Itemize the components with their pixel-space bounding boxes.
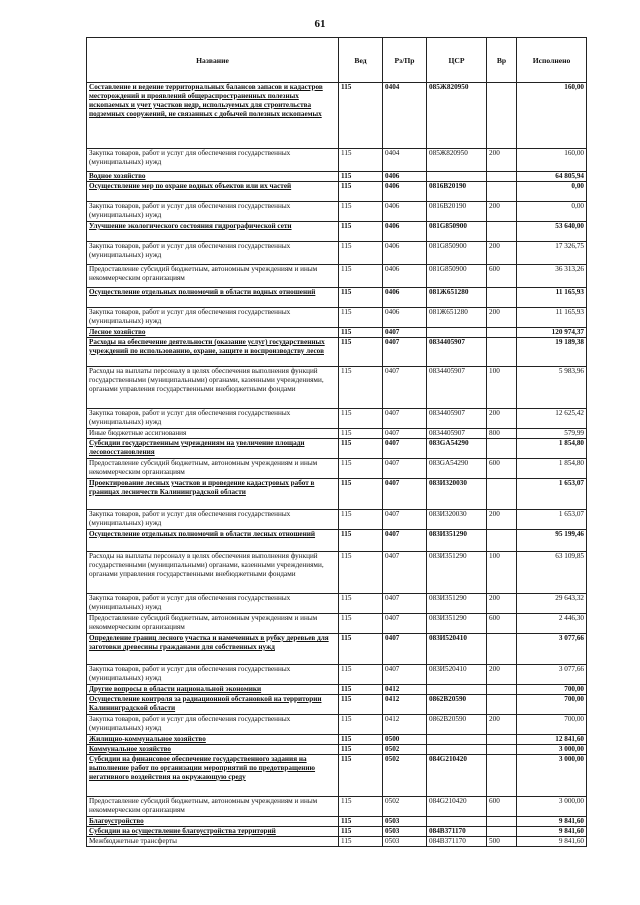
row-csr-cell: 083И351290 <box>427 530 487 552</box>
row-amount-cell: 5 983,96 <box>517 367 587 409</box>
row-name-cell: Закупка товаров, работ и услуг для обеспечения государственных (муниципальных) нужд <box>87 715 339 735</box>
row-ved-cell: 115 <box>339 479 383 510</box>
row-amount-cell: 29 643,32 <box>517 594 587 614</box>
row-amount-cell: 63 109,85 <box>517 552 587 594</box>
table-row <box>87 530 587 552</box>
table-row <box>87 797 587 817</box>
row-name-cell: Расходы на выплаты персоналу в целях обеспечения выполнения функций государственными (муниципальными) органами, казенными учреждениями, органами управления государственными внебюджетными фондами <box>87 367 339 409</box>
row-rzpr-cell: 0406 <box>383 242 427 265</box>
table-row <box>87 338 587 367</box>
row-amount-cell: 95 199,46 <box>517 530 587 552</box>
row-rzpr-cell: 0406 <box>383 182 427 202</box>
row-csr-cell: 0816В20190 <box>427 182 487 202</box>
row-vr-cell <box>487 755 517 797</box>
row-name-cell: Предоставление субсидий бюджетным, автономным учреждениям и иным некоммерческим организациям <box>87 797 339 817</box>
header-csr: ЦСР <box>427 38 487 83</box>
table-row <box>87 510 587 530</box>
row-csr-cell: 0834405907 <box>427 367 487 409</box>
row-amount-cell: 19 189,38 <box>517 338 587 367</box>
row-ved-cell: 115 <box>339 182 383 202</box>
row-vr-cell <box>487 685 517 695</box>
row-csr-cell: 083И351290 <box>427 614 487 634</box>
row-amount-cell: 9 841,60 <box>517 827 587 837</box>
row-amount-cell: 53 640,00 <box>517 222 587 242</box>
row-vr-cell: 200 <box>487 715 517 735</box>
row-vr-cell <box>487 222 517 242</box>
row-vr-cell <box>487 182 517 202</box>
row-csr-cell: 083И320030 <box>427 510 487 530</box>
row-csr-cell <box>427 172 487 182</box>
row-ved-cell: 115 <box>339 634 383 665</box>
header-amount: Исполнено <box>517 38 587 83</box>
row-name-cell: Определение границ лесного участка и намеченных в рубку деревьев для заготовки древесины гражданами для собственных нужд <box>87 634 339 665</box>
row-rzpr-cell: 0503 <box>383 827 427 837</box>
row-amount-cell: 700,00 <box>517 695 587 715</box>
table-row <box>87 552 587 594</box>
row-rzpr-cell: 0407 <box>383 665 427 685</box>
row-amount-cell: 3 077,66 <box>517 665 587 685</box>
row-rzpr-cell: 0503 <box>383 837 427 847</box>
row-vr-cell: 600 <box>487 614 517 634</box>
row-ved-cell: 115 <box>339 837 383 847</box>
row-csr-cell: 0834405907 <box>427 338 487 367</box>
row-rzpr-cell: 0503 <box>383 817 427 827</box>
header-vr: Вр <box>487 38 517 83</box>
row-rzpr-cell: 0502 <box>383 755 427 797</box>
table-row <box>87 837 587 847</box>
row-ved-cell: 115 <box>339 409 383 429</box>
row-amount-cell: 64 805,94 <box>517 172 587 182</box>
row-vr-cell: 200 <box>487 149 517 172</box>
row-amount-cell: 3 000,00 <box>517 797 587 817</box>
row-rzpr-cell: 0407 <box>383 634 427 665</box>
row-name-cell: Другие вопросы в области национальной экономики <box>87 685 339 695</box>
table-row <box>87 479 587 510</box>
table-row <box>87 594 587 614</box>
row-vr-cell <box>487 288 517 308</box>
table-row <box>87 459 587 479</box>
row-vr-cell: 600 <box>487 265 517 288</box>
row-csr-cell: 083И351290 <box>427 594 487 614</box>
row-csr-cell: 084G210420 <box>427 755 487 797</box>
row-amount-cell: 120 974,37 <box>517 328 587 338</box>
row-name-cell: Осуществление отдельных полномочий в области лесных отношений <box>87 530 339 552</box>
row-vr-cell <box>487 735 517 745</box>
row-ved-cell: 115 <box>339 817 383 827</box>
table-row <box>87 634 587 665</box>
table-row <box>87 265 587 288</box>
row-name-cell: Благоустройство <box>87 817 339 827</box>
row-vr-cell: 600 <box>487 459 517 479</box>
row-name-cell: Субсидии на финансовое обеспечение государственного задания на выполнение работ по организации мероприятий по предотвращению негативного воздействия на окружающую среду <box>87 755 339 797</box>
row-csr-cell: 081G850900 <box>427 265 487 288</box>
row-ved-cell: 115 <box>339 83 383 149</box>
table-row <box>87 328 587 338</box>
row-ved-cell: 115 <box>339 510 383 530</box>
row-amount-cell: 579,99 <box>517 429 587 439</box>
row-name-cell: Закупка товаров, работ и услуг для обеспечения государственных (муниципальных) нужд <box>87 594 339 614</box>
row-vr-cell: 100 <box>487 367 517 409</box>
header-ved: Вед <box>339 38 383 83</box>
row-name-cell: Субсидии на осуществление благоустройства территорий <box>87 827 339 837</box>
row-ved-cell: 115 <box>339 222 383 242</box>
row-amount-cell: 160,00 <box>517 149 587 172</box>
row-amount-cell: 1 653,07 <box>517 510 587 530</box>
table-row <box>87 182 587 202</box>
row-amount-cell: 17 326,75 <box>517 242 587 265</box>
row-rzpr-cell: 0407 <box>383 367 427 409</box>
header-rzpr: Рз/Пр <box>383 38 427 83</box>
row-ved-cell: 115 <box>339 202 383 222</box>
row-rzpr-cell: 0407 <box>383 338 427 367</box>
row-amount-cell: 160,00 <box>517 83 587 149</box>
row-csr-cell: 081Ж651280 <box>427 288 487 308</box>
row-name-cell: Осуществление контроля за радиационной обстановкой на территории Калининградской области <box>87 695 339 715</box>
row-rzpr-cell: 0406 <box>383 202 427 222</box>
row-rzpr-cell: 0502 <box>383 797 427 817</box>
budget-execution-table <box>86 37 587 847</box>
row-ved-cell: 115 <box>339 149 383 172</box>
row-csr-cell: 083И520410 <box>427 634 487 665</box>
row-amount-cell: 0,00 <box>517 182 587 202</box>
row-ved-cell: 115 <box>339 665 383 685</box>
row-name-cell: Закупка товаров, работ и услуг для обеспечения государственных (муниципальных) нужд <box>87 510 339 530</box>
row-amount-cell: 3 077,66 <box>517 634 587 665</box>
row-ved-cell: 115 <box>339 827 383 837</box>
row-csr-cell: 083И520410 <box>427 665 487 685</box>
table-row <box>87 695 587 715</box>
table-row <box>87 222 587 242</box>
row-name-cell: Осуществление отдельных полномочий в области водных отношений <box>87 288 339 308</box>
row-name-cell: Иные бюджетные ассигнования <box>87 429 339 439</box>
row-vr-cell: 200 <box>487 242 517 265</box>
row-ved-cell: 115 <box>339 695 383 715</box>
table-row <box>87 409 587 429</box>
row-vr-cell <box>487 172 517 182</box>
row-csr-cell: 084В371170 <box>427 837 487 847</box>
table-row <box>87 827 587 837</box>
row-name-cell: Закупка товаров, работ и услуг для обеспечения государственных (муниципальных) нужд <box>87 202 339 222</box>
row-csr-cell: 081G850900 <box>427 222 487 242</box>
row-amount-cell: 700,00 <box>517 685 587 695</box>
row-name-cell: Предоставление субсидий бюджетным, автономным учреждениям и иным некоммерческим организациям <box>87 459 339 479</box>
row-name-cell: Расходы на обеспечение деятельности (оказание услуг) государственных учреждений по использованию, охране, защите и воспроизводству лесов <box>87 338 339 367</box>
row-amount-cell: 36 313,26 <box>517 265 587 288</box>
row-ved-cell: 115 <box>339 745 383 755</box>
row-rzpr-cell: 0407 <box>383 594 427 614</box>
row-name-cell: Предоставление субсидий бюджетным, автономным учреждениям и иным некоммерческим организациям <box>87 265 339 288</box>
row-amount-cell: 3 000,00 <box>517 745 587 755</box>
row-vr-cell <box>487 479 517 510</box>
row-amount-cell: 2 446,30 <box>517 614 587 634</box>
table-body <box>87 83 587 847</box>
row-ved-cell: 115 <box>339 288 383 308</box>
row-name-cell: Водное хозяйство <box>87 172 339 182</box>
row-csr-cell: 081G850900 <box>427 242 487 265</box>
row-ved-cell: 115 <box>339 308 383 328</box>
table-row <box>87 172 587 182</box>
row-rzpr-cell: 0406 <box>383 288 427 308</box>
row-csr-cell: 085Ж820950 <box>427 83 487 149</box>
row-vr-cell <box>487 827 517 837</box>
row-csr-cell <box>427 817 487 827</box>
row-vr-cell: 200 <box>487 409 517 429</box>
row-ved-cell: 115 <box>339 439 383 459</box>
row-ved-cell: 115 <box>339 265 383 288</box>
row-rzpr-cell: 0407 <box>383 429 427 439</box>
row-vr-cell: 200 <box>487 308 517 328</box>
row-csr-cell: 083И320030 <box>427 479 487 510</box>
row-ved-cell: 115 <box>339 797 383 817</box>
row-name-cell: Лесное хозяйство <box>87 328 339 338</box>
row-csr-cell: 083И351290 <box>427 552 487 594</box>
row-rzpr-cell: 0407 <box>383 530 427 552</box>
row-name-cell: Предоставление субсидий бюджетным, автономным учреждениям и иным некоммерческим организациям <box>87 614 339 634</box>
row-csr-cell: 0834405907 <box>427 429 487 439</box>
row-rzpr-cell: 0404 <box>383 149 427 172</box>
table-row <box>87 755 587 797</box>
table-row <box>87 202 587 222</box>
row-amount-cell: 12 625,42 <box>517 409 587 429</box>
page-number: 61 <box>314 18 326 30</box>
row-name-cell: Улучшение экологического состояния гидрографической сети <box>87 222 339 242</box>
row-name-cell: Закупка товаров, работ и услуг для обеспечения государственных (муниципальных) нужд <box>87 665 339 685</box>
row-amount-cell: 1 653,07 <box>517 479 587 510</box>
row-rzpr-cell: 0407 <box>383 479 427 510</box>
row-csr-cell <box>427 328 487 338</box>
row-ved-cell: 115 <box>339 367 383 409</box>
table-row <box>87 817 587 827</box>
row-name-cell: Субсидии государственным учреждениям на увеличение площади лесовосстановления <box>87 439 339 459</box>
table-row <box>87 439 587 459</box>
row-ved-cell: 115 <box>339 755 383 797</box>
row-name-cell: Межбюджетные трансферты <box>87 837 339 847</box>
row-vr-cell: 200 <box>487 665 517 685</box>
row-ved-cell: 115 <box>339 594 383 614</box>
row-csr-cell: 0862В20590 <box>427 695 487 715</box>
row-ved-cell: 115 <box>339 429 383 439</box>
row-rzpr-cell: 0412 <box>383 685 427 695</box>
row-vr-cell <box>487 328 517 338</box>
row-csr-cell <box>427 745 487 755</box>
row-ved-cell: 115 <box>339 338 383 367</box>
row-csr-cell <box>427 685 487 695</box>
table-row <box>87 665 587 685</box>
row-amount-cell: 9 841,60 <box>517 817 587 827</box>
row-vr-cell: 100 <box>487 552 517 594</box>
row-csr-cell: 085Ж820950 <box>427 149 487 172</box>
row-rzpr-cell: 0404 <box>383 83 427 149</box>
row-amount-cell: 1 854,80 <box>517 439 587 459</box>
row-ved-cell: 115 <box>339 459 383 479</box>
row-vr-cell: 200 <box>487 510 517 530</box>
row-rzpr-cell: 0407 <box>383 510 427 530</box>
row-rzpr-cell: 0407 <box>383 614 427 634</box>
row-name-cell: Коммунальное хозяйство <box>87 745 339 755</box>
row-ved-cell: 115 <box>339 685 383 695</box>
row-rzpr-cell: 0407 <box>383 439 427 459</box>
table-row <box>87 242 587 265</box>
row-ved-cell: 115 <box>339 552 383 594</box>
row-rzpr-cell: 0407 <box>383 459 427 479</box>
row-csr-cell: 081Ж651280 <box>427 308 487 328</box>
row-csr-cell: 0834405907 <box>427 409 487 429</box>
table-row <box>87 288 587 308</box>
row-vr-cell: 200 <box>487 594 517 614</box>
row-vr-cell <box>487 439 517 459</box>
row-csr-cell <box>427 735 487 745</box>
table-header-row <box>87 38 587 83</box>
row-ved-cell: 115 <box>339 172 383 182</box>
table-row <box>87 715 587 735</box>
row-rzpr-cell: 0412 <box>383 695 427 715</box>
table-row <box>87 735 587 745</box>
row-csr-cell: 0816В20190 <box>427 202 487 222</box>
row-vr-cell <box>487 338 517 367</box>
row-ved-cell: 115 <box>339 614 383 634</box>
row-name-cell: Закупка товаров, работ и услуг для обеспечения государственных (муниципальных) нужд <box>87 242 339 265</box>
row-name-cell: Проектирование лесных участков и проведение кадастровых работ в границах лесничеств Калининградской области <box>87 479 339 510</box>
row-name-cell: Составление и ведение территориальных балансов запасов и кадастров месторождений и проявлений общераспространенных полезных ископаемых и учет участков недр, используемых для строительства подземных сооружений, не связанных с добычей полезных ископаемых <box>87 83 339 149</box>
row-vr-cell <box>487 530 517 552</box>
row-csr-cell: 0862В20590 <box>427 715 487 735</box>
table-row <box>87 83 587 149</box>
row-vr-cell: 500 <box>487 837 517 847</box>
row-name-cell: Жилищно-коммунальное хозяйство <box>87 735 339 745</box>
row-name-cell: Закупка товаров, работ и услуг для обеспечения государственных (муниципальных) нужд <box>87 409 339 429</box>
row-amount-cell: 1 854,80 <box>517 459 587 479</box>
row-ved-cell: 115 <box>339 328 383 338</box>
row-vr-cell: 200 <box>487 202 517 222</box>
row-vr-cell <box>487 745 517 755</box>
row-amount-cell: 700,00 <box>517 715 587 735</box>
row-csr-cell: 084В371170 <box>427 827 487 837</box>
row-vr-cell <box>487 83 517 149</box>
row-rzpr-cell: 0407 <box>383 552 427 594</box>
header-name: Название <box>87 38 339 83</box>
row-rzpr-cell: 0407 <box>383 328 427 338</box>
row-ved-cell: 115 <box>339 715 383 735</box>
row-amount-cell: 0,00 <box>517 202 587 222</box>
row-vr-cell: 600 <box>487 797 517 817</box>
row-ved-cell: 115 <box>339 242 383 265</box>
table-row <box>87 685 587 695</box>
table-row <box>87 308 587 328</box>
row-name-cell: Закупка товаров, работ и услуг для обеспечения государственных (муниципальных) нужд <box>87 149 339 172</box>
row-csr-cell: 083GA54290 <box>427 459 487 479</box>
row-rzpr-cell: 0500 <box>383 735 427 745</box>
row-name-cell: Осуществление мер по охране водных объектов или их частей <box>87 182 339 202</box>
row-rzpr-cell: 0407 <box>383 409 427 429</box>
row-vr-cell <box>487 634 517 665</box>
table-row <box>87 149 587 172</box>
row-rzpr-cell: 0406 <box>383 222 427 242</box>
row-csr-cell: 083GA54290 <box>427 439 487 459</box>
row-rzpr-cell: 0412 <box>383 715 427 735</box>
table-row <box>87 745 587 755</box>
row-name-cell: Расходы на выплаты персоналу в целях обеспечения выполнения функций государственными (муниципальными) органами, казенными учреждениями, органами управления государственными внебюджетными фондами <box>87 552 339 594</box>
row-amount-cell: 11 165,93 <box>517 288 587 308</box>
row-rzpr-cell: 0406 <box>383 265 427 288</box>
row-amount-cell: 3 000,00 <box>517 755 587 797</box>
table-row <box>87 429 587 439</box>
row-ved-cell: 115 <box>339 530 383 552</box>
row-ved-cell: 115 <box>339 735 383 745</box>
table-row <box>87 367 587 409</box>
table-row <box>87 614 587 634</box>
row-amount-cell: 11 165,93 <box>517 308 587 328</box>
row-rzpr-cell: 0406 <box>383 308 427 328</box>
row-vr-cell <box>487 695 517 715</box>
row-vr-cell <box>487 817 517 827</box>
row-csr-cell: 084G210420 <box>427 797 487 817</box>
row-name-cell: Закупка товаров, работ и услуг для обеспечения государственных (муниципальных) нужд <box>87 308 339 328</box>
row-vr-cell: 800 <box>487 429 517 439</box>
row-amount-cell: 9 841,60 <box>517 837 587 847</box>
row-rzpr-cell: 0406 <box>383 172 427 182</box>
row-rzpr-cell: 0502 <box>383 745 427 755</box>
row-amount-cell: 12 841,60 <box>517 735 587 745</box>
